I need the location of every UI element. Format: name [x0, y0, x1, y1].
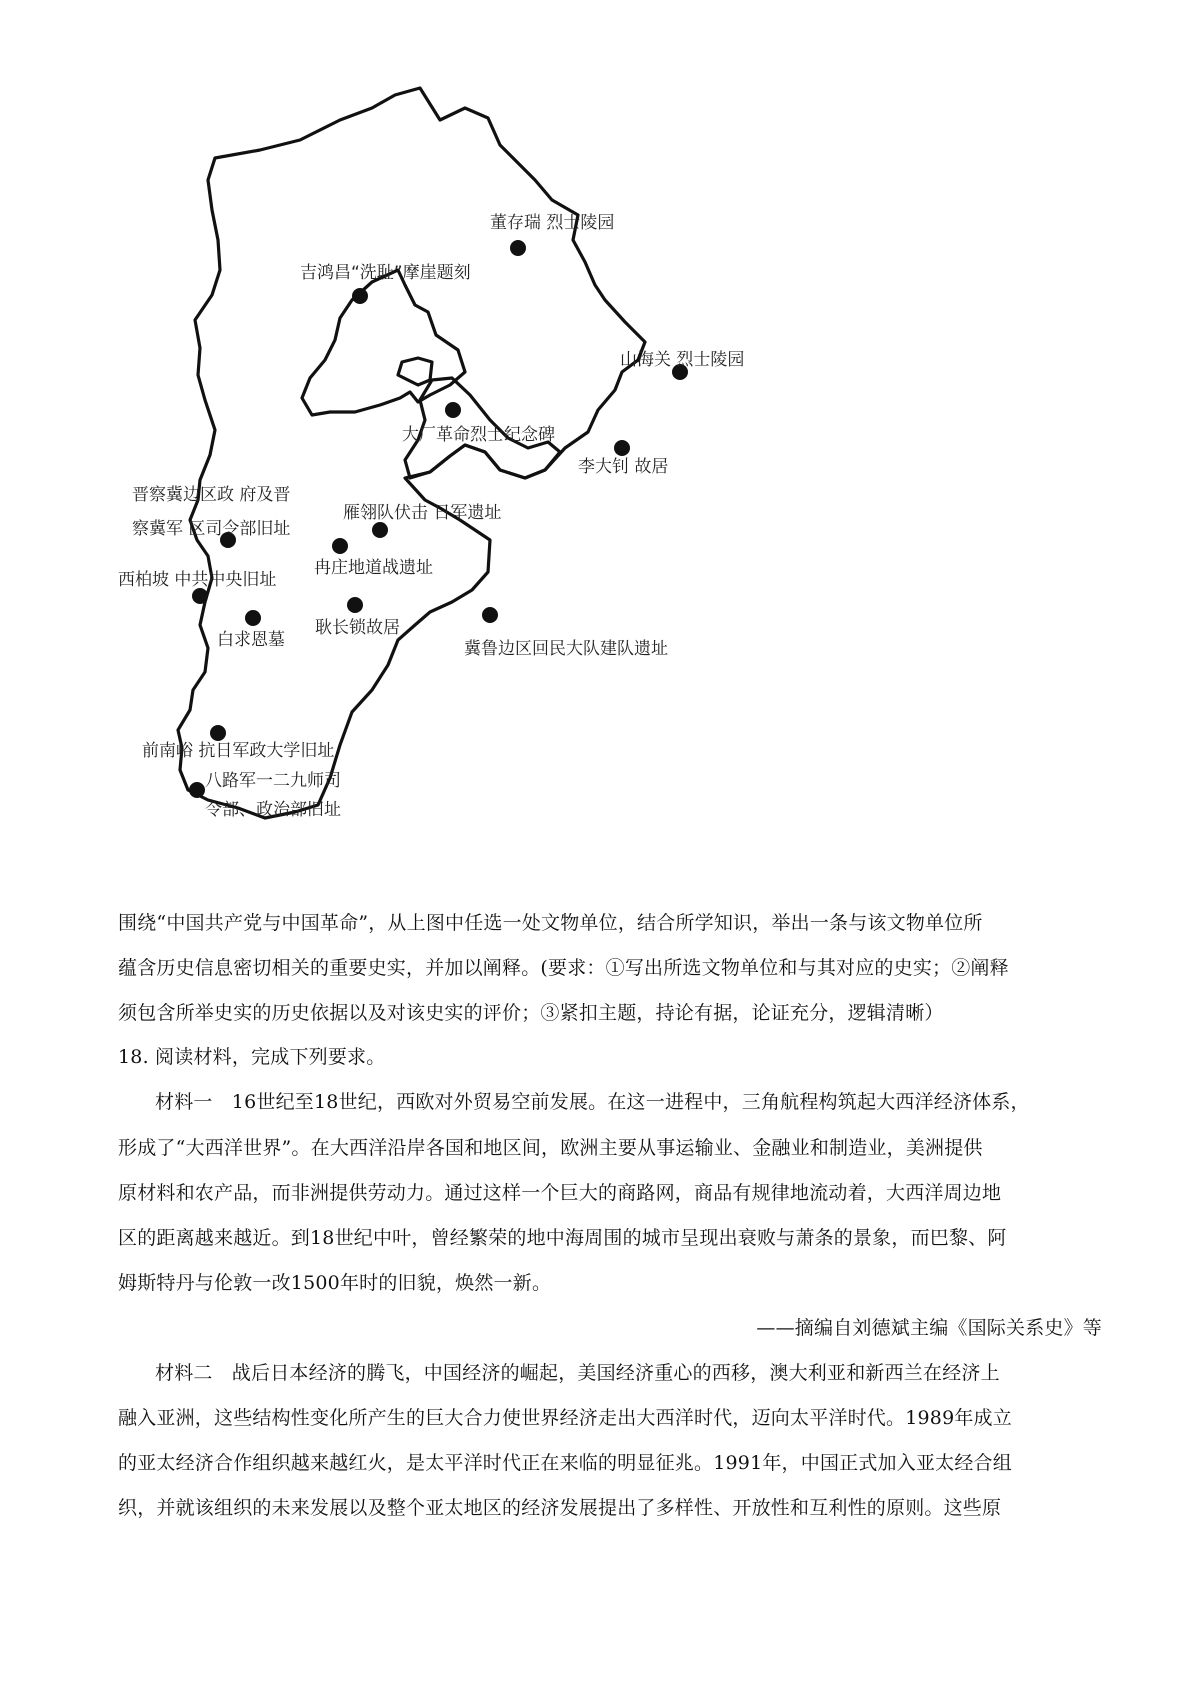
question17-line: 围绕“中国共产党与中国革命”，从上图中任选一处文物单位，结合所学知识，举出一条与该文物单位所 — [118, 912, 983, 934]
site-marker-jihongchang — [352, 288, 368, 304]
site-marker-gengchangsuo — [347, 597, 363, 613]
site-marker-yanling — [372, 522, 388, 538]
site-marker-qiannanyu — [210, 725, 226, 741]
material2-line: 织，并就该组织的未来发展以及整个亚太地区的经济发展提出了多样性、开放性和互利性的原则。这些原 — [118, 1497, 1002, 1519]
site-marker-xibaipo — [192, 588, 208, 604]
material2-line: 的亚太经济合作组织越来越红火，是太平洋时代正在来临的明显征兆。1991年，中国正式加入亚太经合组 — [118, 1452, 1012, 1474]
hebei-border — [178, 88, 645, 818]
material1-line: 原材料和农产品，而非洲提供劳动力。通过这样一个巨大的商路网，商品有规律地流动着，大西洋周边地 — [118, 1182, 1002, 1204]
site-label: 冉庄地道战遗址 — [314, 558, 433, 578]
site-label: 吉鸿昌“洗耻”摩崖题刻 — [300, 263, 471, 283]
question18-heading: 18. 阅读材料，完成下列要求。 — [118, 1046, 386, 1068]
site-label: 晋察冀边区政 府及晋 — [132, 485, 291, 505]
material1-line: 形成了“大西洋世界”。在大西洋沿岸各国和地区间，欧洲主要从事运输业、金融业和制造业，美洲提供 — [118, 1137, 983, 1159]
site-label: 令部、政治部旧址 — [205, 800, 341, 820]
material1-source: ——摘编自刘德斌主编《国际关系史》等 — [756, 1317, 1102, 1339]
beijing-border — [302, 270, 465, 415]
site-label: 西柏坡 中共中央旧址 — [118, 570, 277, 590]
site-label: 白求恩墓 — [217, 630, 285, 650]
site-marker-ranzhuang — [332, 538, 348, 554]
site-marker-balujun — [189, 782, 205, 798]
site-label: 察冀军 区司令部旧址 — [132, 519, 291, 539]
site-label: 大厂革命烈士纪念碑 — [402, 425, 555, 445]
site-marker-lidazhao — [614, 440, 630, 456]
site-label: 八路军一二九师司 — [205, 771, 341, 791]
question17-line: 须包含所举史实的历史依据以及对该史实的评价；③紧扣主题，持论有据，论证充分，逻辑清晰） — [118, 1002, 944, 1024]
site-label: 前南峪 抗日军政大学旧址 — [142, 741, 335, 761]
site-marker-bethune — [245, 610, 261, 626]
site-label: 山海关 烈士陵园 — [620, 350, 745, 370]
material1-line: 区的距离越来越近。到18世纪中叶，曾经繁荣的地中海周围的城市呈现出衰败与萧条的景象，而巴黎、阿 — [118, 1227, 1007, 1249]
site-label: 李大钊 故居 — [578, 457, 669, 477]
site-label: 冀鲁边区回民大队建队遗址 — [464, 639, 668, 659]
material1-line: 材料一 16世纪至18世纪，西欧对外贸易空前发展。在这一进程中，三角航程构筑起大西洋经济体系， — [155, 1091, 1030, 1113]
site-label: 董存瑞 烈士陵园 — [490, 213, 615, 233]
material2-line: 材料二 战后日本经济的腾飞，中国经济的崛起，美国经济重心的西移，澳大利亚和新西兰在经济上 — [155, 1362, 1000, 1384]
site-marker-dong — [510, 240, 526, 256]
site-label: 雁翎队伏击 日军遗址 — [343, 503, 502, 523]
material2-line: 融入亚洲，这些结构性变化所产生的巨大合力使世界经济走出大西洋时代，迈向太平洋时代。1989年成立 — [118, 1407, 1012, 1429]
question17-line: 蕴含历史信息密切相关的重要史实，并加以阐释。(要求：①写出所选文物单位和与其对应的史实；②阐释 — [118, 957, 1009, 979]
site-marker-jilu — [482, 607, 498, 623]
site-label: 耿长锁故居 — [315, 618, 400, 638]
material1-line: 姆斯特丹与伦敦一改1500年时的旧貌，焕然一新。 — [118, 1272, 552, 1294]
dachang-enclave — [398, 358, 432, 385]
site-marker-dachang — [445, 402, 461, 418]
